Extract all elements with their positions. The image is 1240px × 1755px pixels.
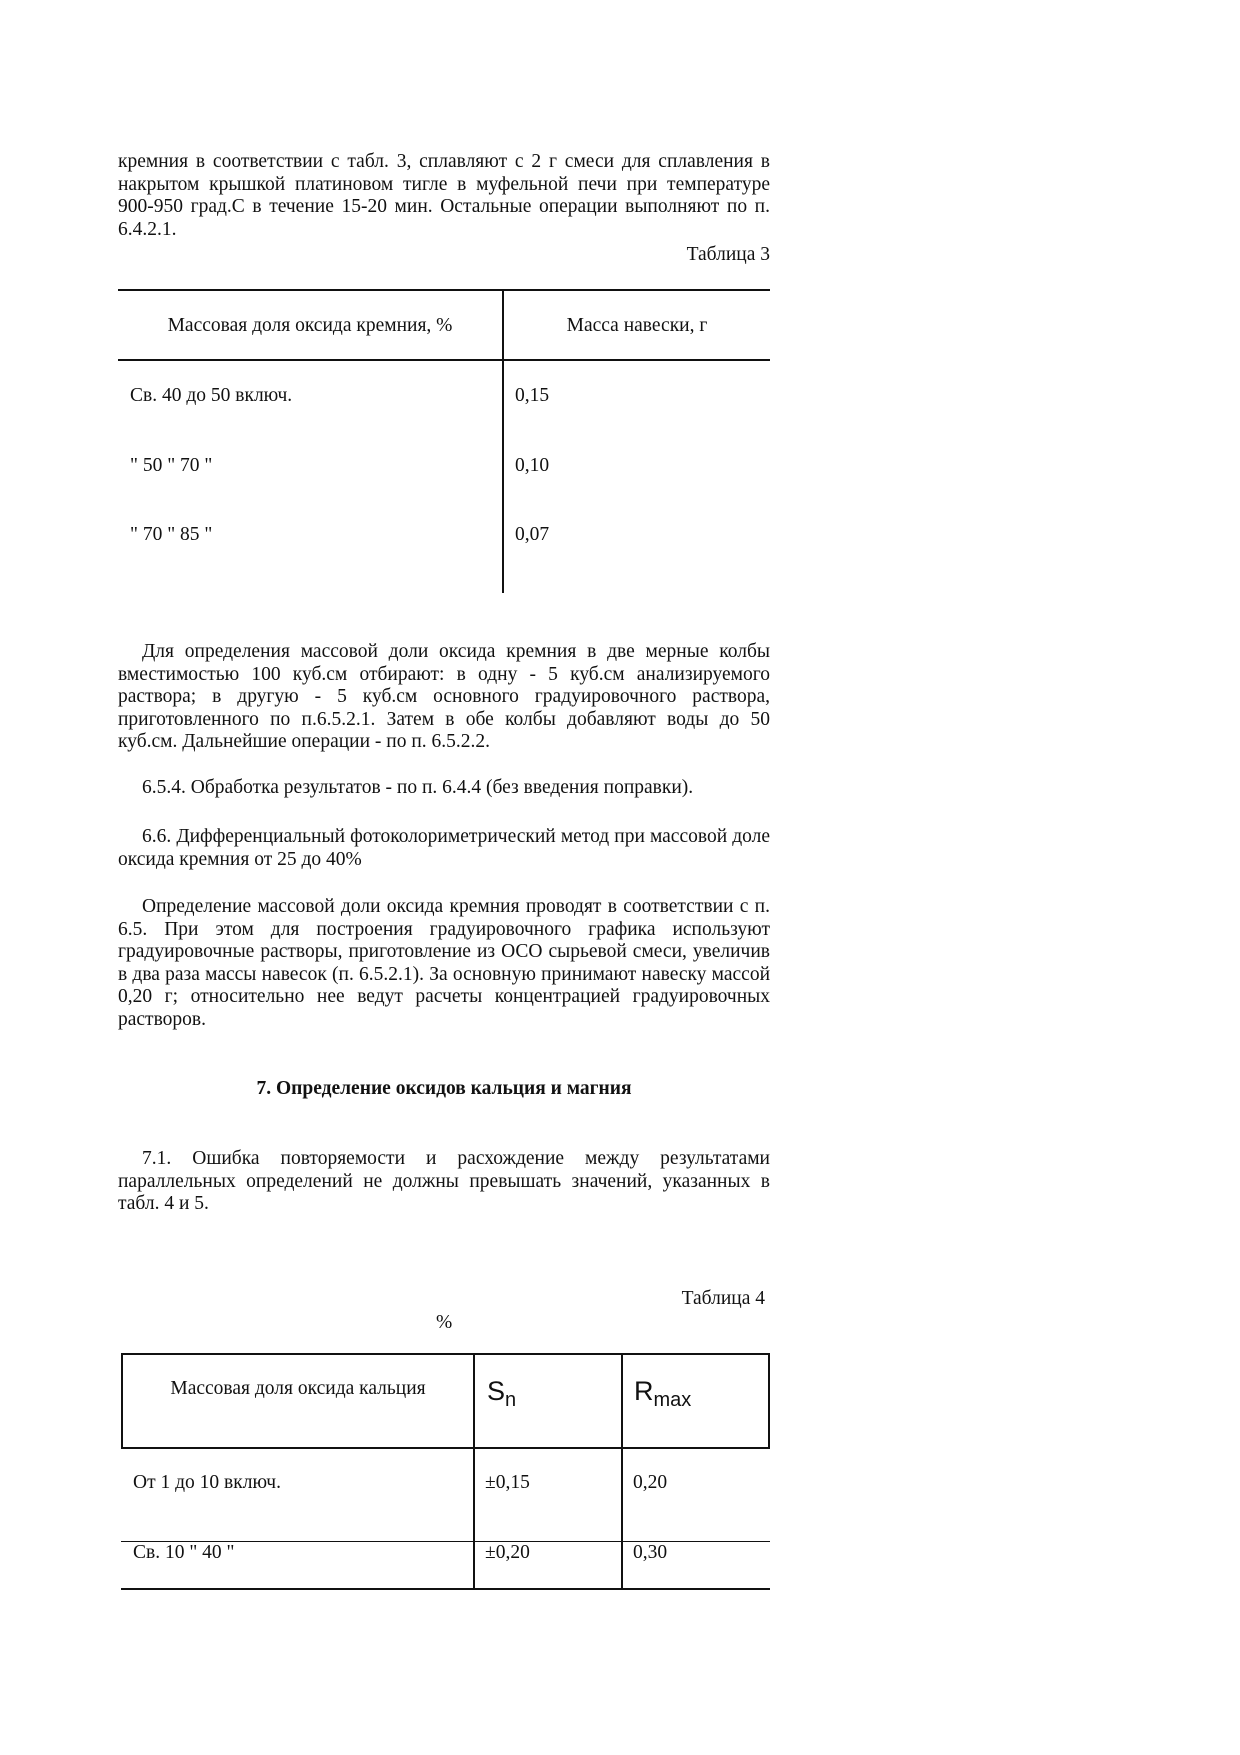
- table3-top-border: [118, 289, 770, 291]
- table3-row3-range: " 70 " 85 ": [130, 524, 213, 545]
- table3-header-mass-fraction: Массовая доля оксида кремния, %: [167, 315, 453, 336]
- table3-row3-mass: 0,07: [515, 524, 550, 545]
- table4-bottom-border: [121, 1588, 770, 1590]
- table4-right-border: [768, 1353, 770, 1449]
- table4-row2-sn: ±0,20: [485, 1542, 530, 1563]
- paragraph-7-1: 7.1. Ошибка повторяемости и расхождение между результатами параллельных определений не должны превышать значений, указанных в табл. 4 и 5.: [118, 1148, 770, 1214]
- table4-header-rmax: [634, 1376, 691, 1412]
- intro-paragraph: кремния в соответствии с табл. 3, сплавляют с 2 г смеси для сплавления в накрытом крышкой платиновом тигле в муфельной печи при температуре 900-950 град.С в течение 15-20 мин. Остальные операции выполняют по п. 6.4.2.1.: [118, 151, 770, 240]
- table4-row2-range: Св. 10 " 40 ": [133, 1542, 235, 1563]
- table3-row1-range: Св. 40 до 50 включ.: [130, 385, 293, 406]
- table4-row1-sn: ±0,15: [485, 1472, 530, 1493]
- sn-symbol: S: [487, 1376, 506, 1406]
- paragraph-6-6: 6.6. Дифференциальный фотоколориметрический метод при массовой доле оксида кремния от 25 до 40%: [118, 826, 770, 870]
- table3-header-border: [118, 359, 770, 361]
- table4-row1-range: От 1 до 10 включ.: [133, 1472, 281, 1493]
- table4-caption: Таблица 4: [681, 1288, 765, 1309]
- paragraph-silica-procedure: Для определения массовой доли оксида кремния в две мерные колбы вместимостью 100 куб.см отбирают: в одну - 5 куб.см анализируемого раствора; в другую - 5 куб.см основного градуировочного раствора, приготовленного по п.6.5.2.1. Затем в обе колбы добавляют воды до 50 куб.см. Дальнейшие операции - по п. 6.5.2.2.: [118, 641, 770, 752]
- sn-subscript: n: [505, 1389, 517, 1411]
- table4-row1-rmax: 0,20: [633, 1472, 668, 1493]
- table4-top-border: [121, 1353, 770, 1355]
- section-7-heading: 7. Определение оксидов кальция и магния: [256, 1078, 632, 1099]
- paragraph-differential-method: Определение массовой доли оксида кремния проводят в соответствии с п. 6.5. При этом для построения градуировочного графика используют градуировочные растворы, приготовление из ОСО сырьевой смеси, увеличив в два раза массы навесок (п. 6.5.2.1). За основную принимают навеску массой 0,20 г; относительно нее ведут расчеты концентрацией градуировочных растворов.: [118, 896, 770, 1030]
- table4-unit: %: [436, 1312, 453, 1333]
- table4-header-border: [121, 1447, 770, 1449]
- table4-row2-rmax: 0,30: [633, 1542, 668, 1563]
- table4-header-calcium-fraction: Массовая доля оксида кальция: [170, 1378, 426, 1399]
- table4-divider-1: [473, 1353, 475, 1590]
- table3-header-sample-mass: Масса навески, г: [566, 315, 708, 336]
- table4-header-sn: [487, 1376, 516, 1412]
- paragraph-6-5-4: 6.5.4. Обработка результатов - по п. 6.4.4 (без введения поправки).: [142, 777, 694, 798]
- rmax-symbol: R: [634, 1376, 654, 1406]
- rmax-subscript: max: [653, 1389, 692, 1411]
- table3-caption: Таблица 3: [686, 244, 770, 265]
- table3-row2-range: " 50 " 70 ": [130, 455, 213, 476]
- table3-row2-mass: 0,10: [515, 455, 550, 476]
- table3-row1-mass: 0,15: [515, 385, 550, 406]
- table4-divider-2: [621, 1353, 623, 1590]
- table4-left-border: [121, 1353, 123, 1449]
